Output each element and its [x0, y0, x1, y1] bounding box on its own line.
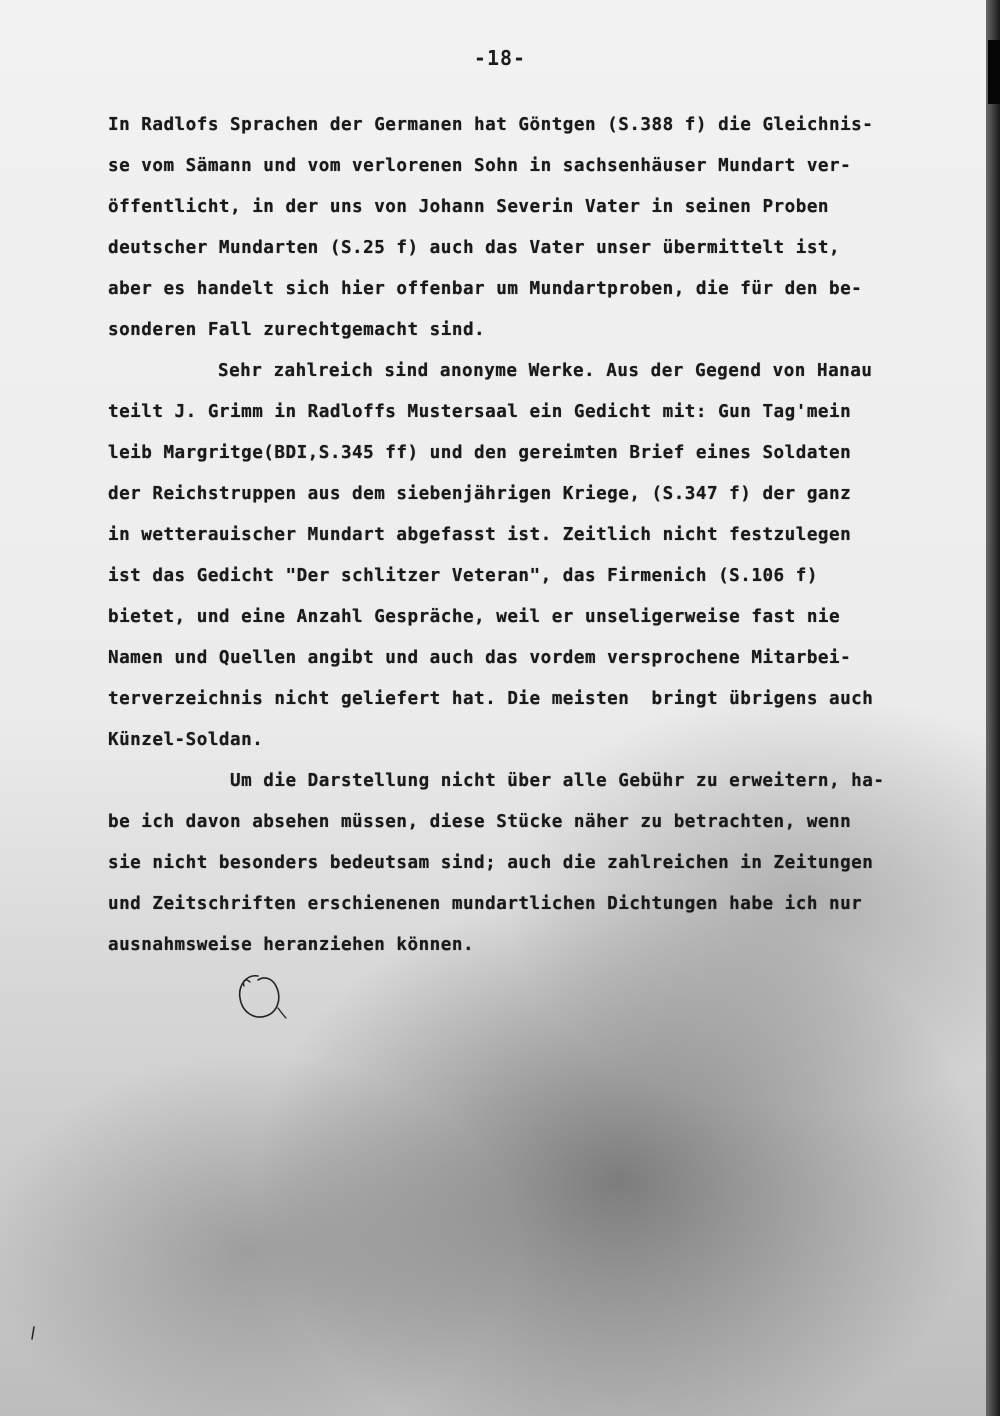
text-line: se vom Sämann und vom verlorenen Sohn in sachsenhäuser Mundart ver- — [108, 156, 852, 176]
text-line: ausnahmsweise heranziehen können. — [108, 935, 475, 955]
handwritten-mark — [228, 968, 288, 1024]
text-line: Um die Darstellung nicht über alle Gebühr zu erweitern, ha- — [230, 771, 885, 791]
text-line: In Radlofs Sprachen der Germanen hat Göntgen (S.388 f) die Gleichnis- — [108, 115, 874, 135]
text-line: aber es handelt sich hier offenbar um Mundartproben, die für den be- — [108, 279, 863, 299]
text-line: bietet, und eine Anzahl Gespräche, weil er unseligerweise fast nie — [108, 607, 841, 627]
text-line: Namen und Quellen angibt und auch das vordem versprochene Mitarbei- — [108, 648, 852, 668]
text-line: öffentlicht, in der uns von Johann Severin Vater in seinen Proben — [108, 197, 830, 217]
text-line: und Zeitschriften erschienenen mundartlichen Dichtungen habe ich nur — [108, 894, 863, 914]
text-line: terverzeichnis nicht geliefert hat. Die meisten bringt übrigens auch — [108, 689, 874, 709]
text-line: be ich davon absehen müssen, diese Stücke näher zu betrachten, wenn — [108, 812, 852, 832]
text-line: deutscher Mundarten (S.25 f) auch das Vater unser übermittelt ist, — [108, 238, 841, 258]
text-line: der Reichstruppen aus dem siebenjährigen Kriege, (S.347 f) der ganz — [108, 484, 852, 504]
text-line: leib Margritge(BDI,S.345 ff) und den gereimten Brief eines Soldaten — [108, 443, 852, 463]
page-number: -18- — [473, 46, 527, 70]
text-line: sie nicht besonders bedeutsam sind; auch die zahlreichen in Zeitungen — [108, 853, 874, 873]
page-edge-shadow — [986, 0, 1000, 1416]
text-line: Sehr zahlreich sind anonyme Werke. Aus der Gegend von Hanau — [218, 361, 873, 381]
text-line: teilt J. Grimm in Radloffs Mustersaal ein Gedicht mit: Gun Tag'mein — [108, 402, 852, 422]
text-line: Künzel-Soldan. — [108, 730, 264, 750]
margin-mark — [30, 1326, 36, 1340]
text-line: in wetterauischer Mundart abgefasst ist. Zeitlich nicht festzulegen — [108, 525, 852, 545]
text-line: sonderen Fall zurechtgemacht sind. — [108, 320, 486, 340]
text-line: ist das Gedicht "Der schlitzer Veteran", das Firmenich (S.106 f) — [108, 566, 818, 586]
